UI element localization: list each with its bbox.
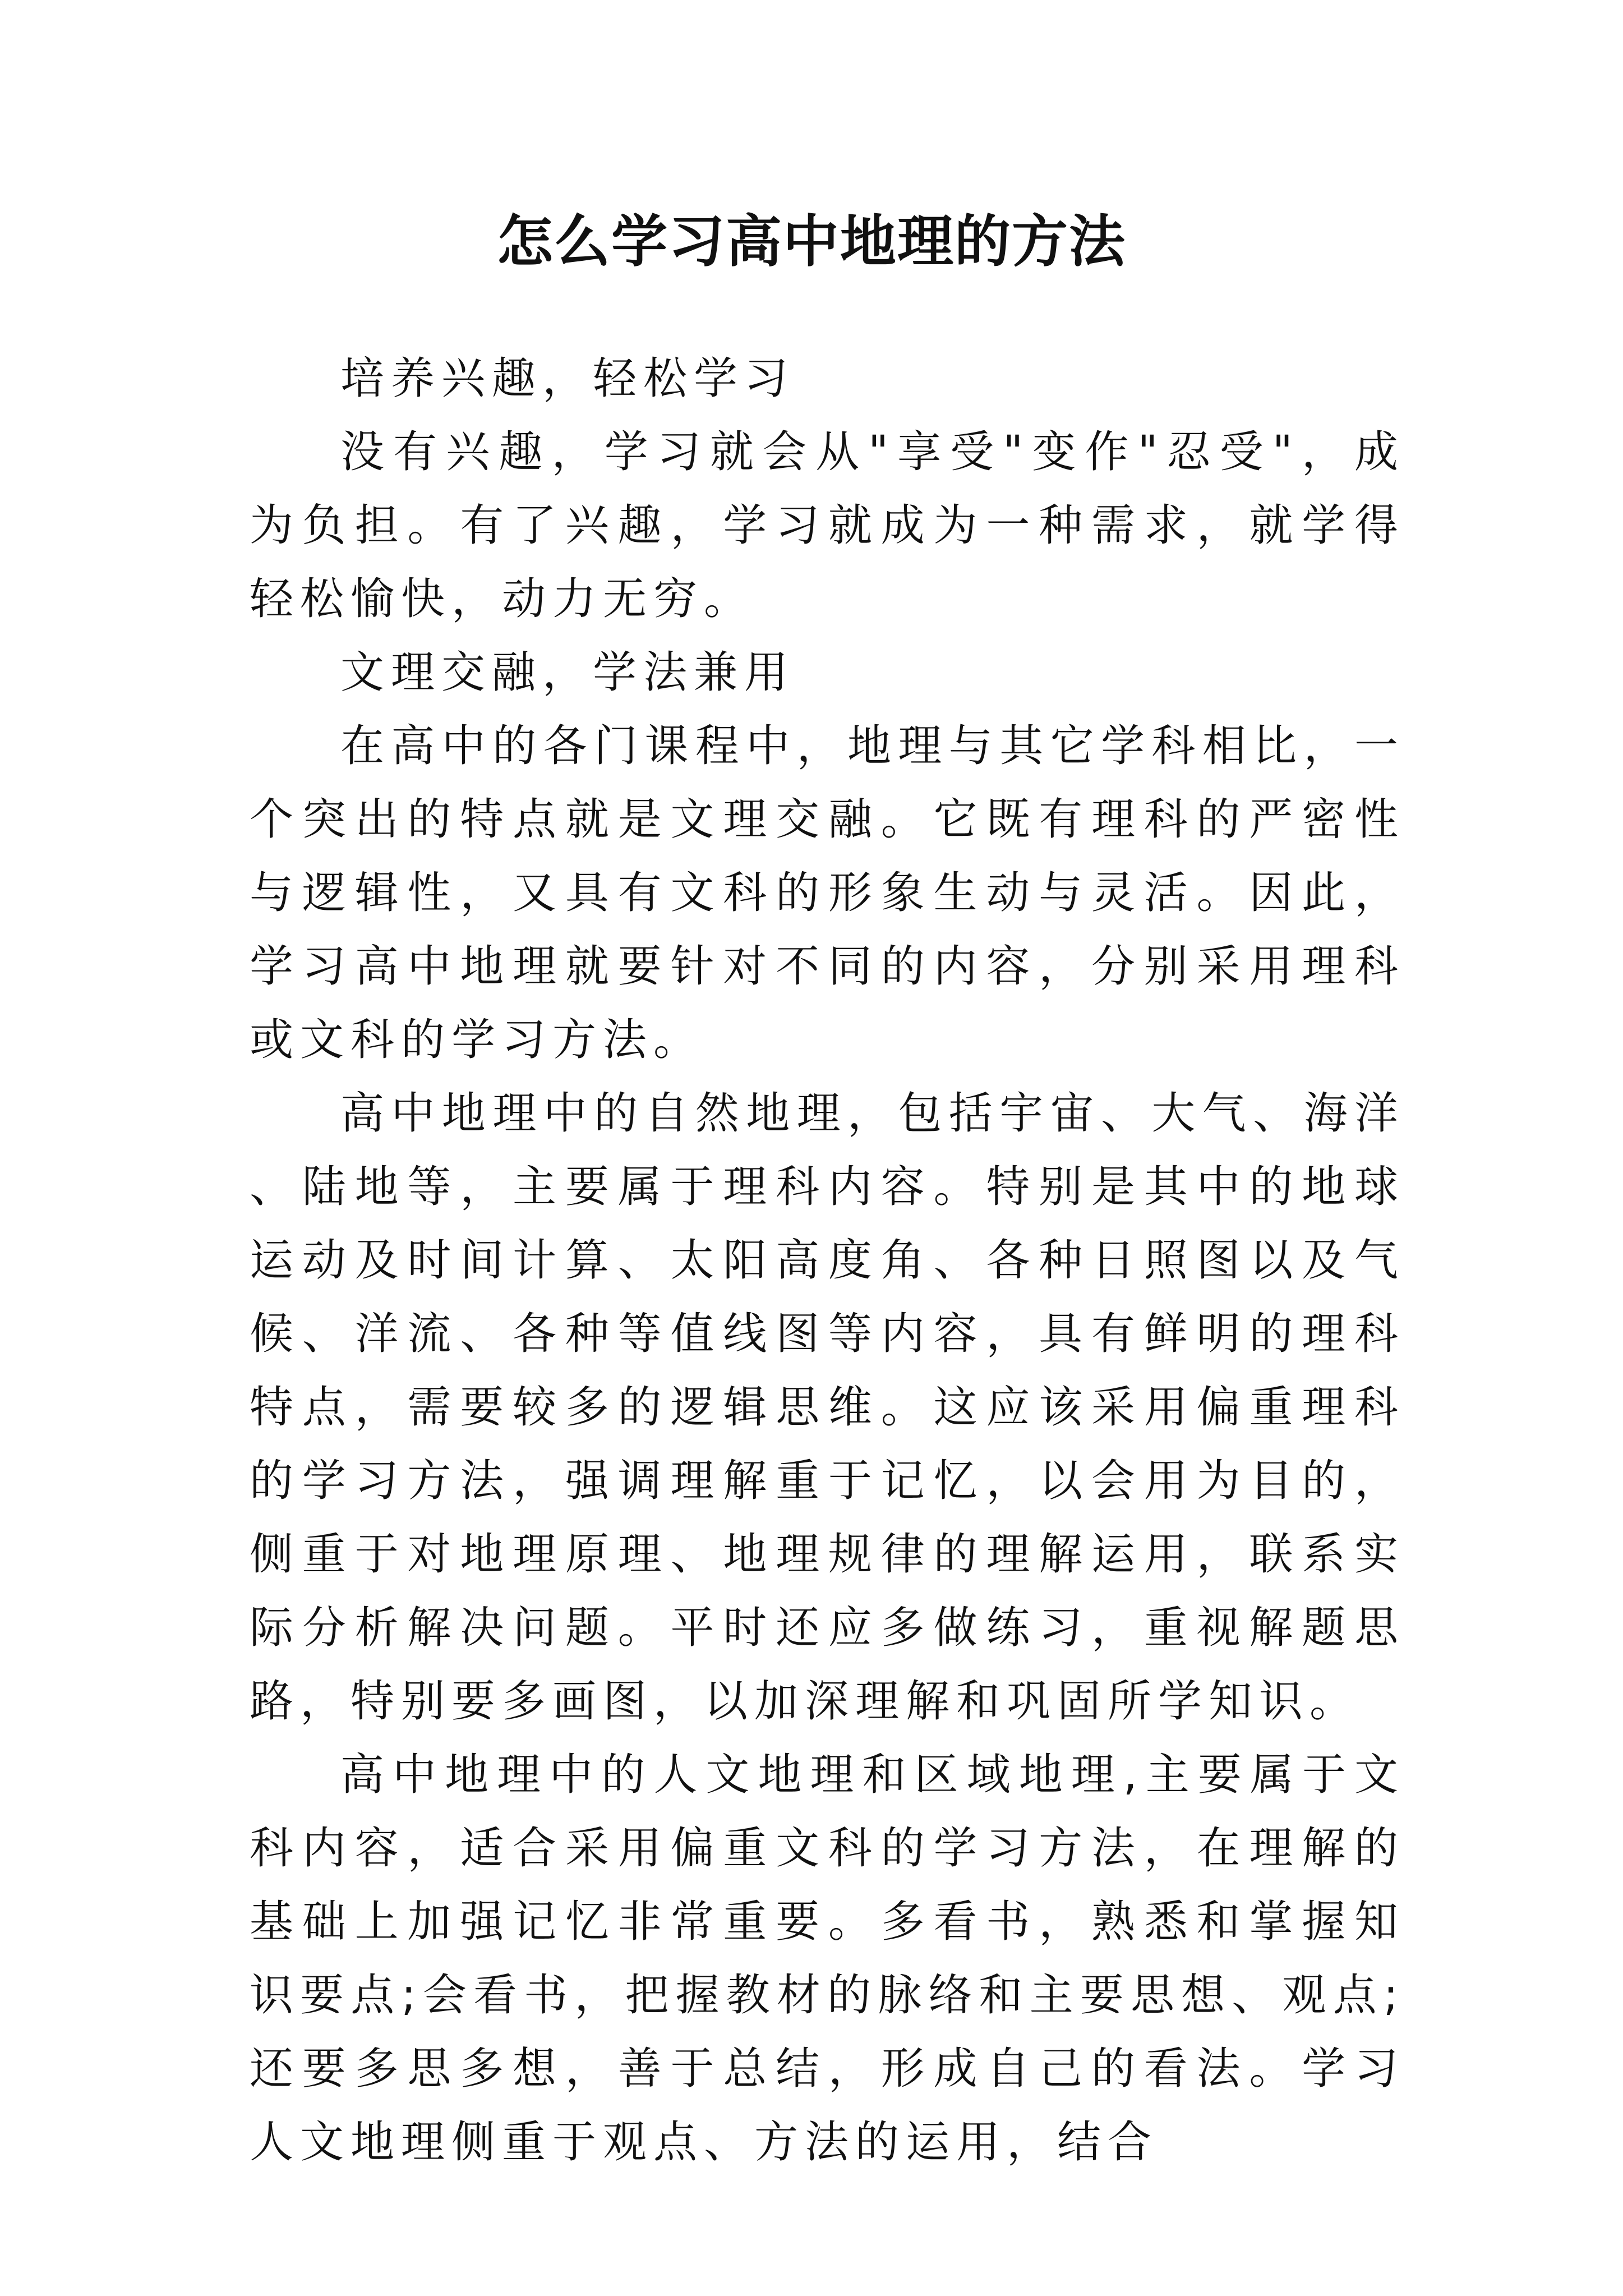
- paragraph: 高中地理中的人文地理和区域地理,主要属于文科内容，适合采用偏重文科的学习方法，在理解的基础上加强记忆非常重要。多看书，熟悉和掌握知识要点;会看书，把握教材的脉络和主要思想、观点;还要多思多想，善于总结，形成自己的看法。学习人文地理侧重于观点、方法的运用，结合: [250, 1750, 1405, 2168]
- paragraph: 没有兴趣，学习就会从"享受"变作"忍受"，成为负担。有了兴趣，学习就成为一种需求，就学得轻松愉快，动力无穷。: [250, 427, 1405, 624]
- document-body: [250, 342, 1405, 2179]
- section-heading: 培养兴趣，轻松学习: [340, 353, 795, 404]
- document-title: 怎么学习高中地理的方法: [497, 208, 1126, 274]
- paragraph: 在高中的各门课程中，地理与其它学科相比，一个突出的特点就是文理交融。它既有理科的严密性与逻辑性，又具有文科的形象生动与灵活。因此，学习高中地理就要针对不同的内容，分别采用理科或文科的学习方法。: [250, 721, 1405, 1065]
- paragraph: 高中地理中的自然地理，包括宇宙、大气、海洋、陆地等，主要属于理科内容。特别是其中的地球运动及时间计算、太阳高度角、各种日照图以及气候、洋流、各种等值线图等内容，具有鲜明的理科特点，需要较多的逻辑思维。这应该采用偏重理科的学习方法，强调理解重于记忆，以会用为目的，侧重于对地理原理、地理规律的理解运用，联系实际分析解决问题。平时还应多做练习，重视解题思路，特别要多画图，以加深理解和巩固所学知识。: [250, 1088, 1405, 1727]
- section-heading: 文理交融，学法兼用: [340, 647, 795, 698]
